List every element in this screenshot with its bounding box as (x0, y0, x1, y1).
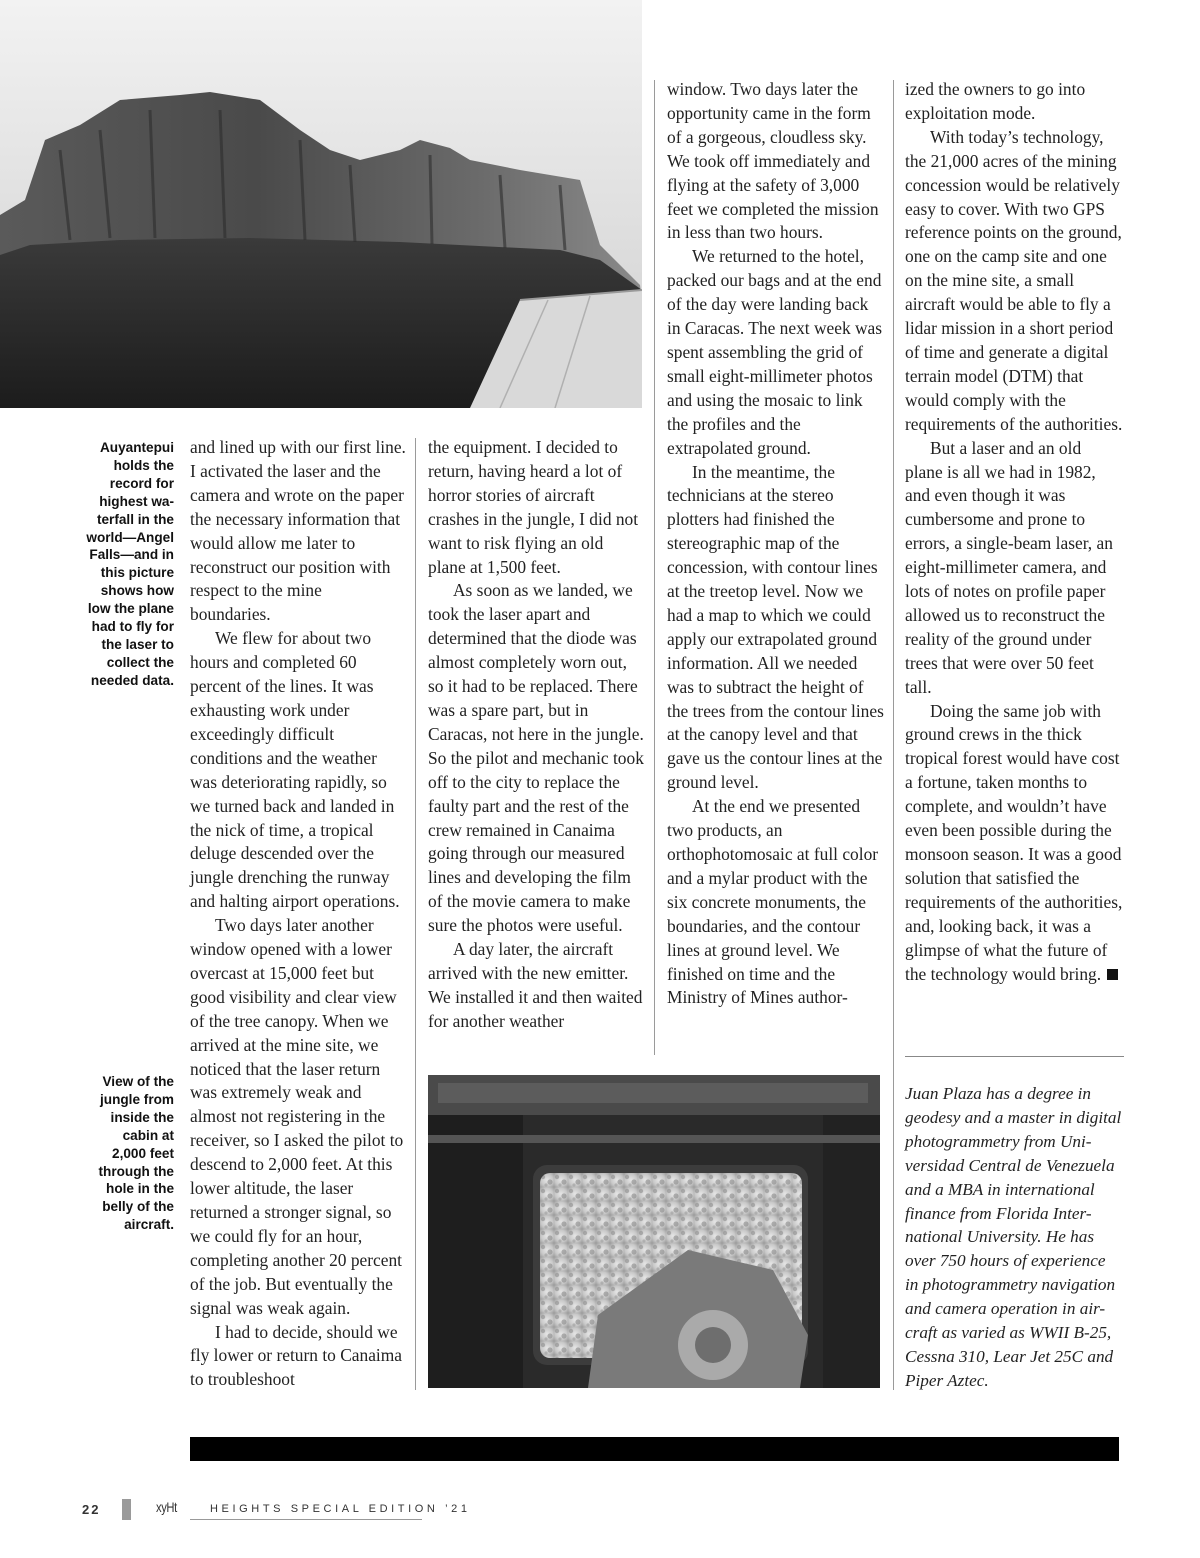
author-bio: Juan Plaza has a degree in geodesy and a master in digital photogrammetry from Uni- versidad Central de Venezuela and a MBA in international finance from Florida Inter- national University. He has over 750 hours of experience in photogrammetry navigation and camera operation in air- craft as varied as WWII B-25, Cessna 310, Lear Jet 25C and Piper Aztec. (905, 1084, 1122, 1390)
col3-paragraph-4: At the end we presented two products, an orthophotomosaic at full color and a mylar product with the six concrete monuments, the boundaries, and the contour lines at ground level. We finished on time and the Ministry of Mines author- (667, 796, 879, 1008)
footer-logo: xyHt (156, 1499, 177, 1515)
photo-jungle-through-hole (428, 1075, 880, 1388)
col3-paragraph-3: In the meantime, the technicians at the stereo plotters had finished the stereographic map of the concession, with contour lines at the treetop level. Now we had a map to which we could apply our extrapolated ground information. All we needed was to subtract the height of the trees from the contour lines at the canopy level and that gave us the contour lines at the ground level. (667, 461, 884, 793)
article-column-4 (905, 78, 1123, 986)
col2-paragraph-2: As soon as we landed, we took the laser apart and determined that the diode was almost completely worn out, so it had to be replaced. There was a spare part, but in Caracas, not here in the jungle. So the pilot and mechanic took off to the city to replace the faulty part and the rest of the crew remained in Canaima going through our measured lines and developing the film of the movie camera to make sure the photos were useful. (428, 580, 644, 936)
article-column-2 (428, 436, 644, 1034)
caption-bottom-photo: View of the jungle from inside the cabin at 2,000 feet through the hole in the belly of the aircraft. (98, 1074, 174, 1233)
col4-paragraph-1: ized the owners to go into exploitation mode. (905, 79, 1086, 123)
col2-paragraph-1: the equipment. I decided to return, having heard a lot of horror stories of aircraft crashes in the jungle, I did not want to risk flying an old plane at 1,500 feet. (428, 437, 639, 577)
column-divider-3 (893, 80, 894, 1390)
article-column-3 (667, 78, 885, 1010)
col1-paragraph-1: and lined up with our first line. I activated the laser and the camera and wrote on the paper the necessary information that would allow me later to reconstruct our position with respect to the mine boundaries. (190, 437, 406, 625)
col1-paragraph-3: Two days later another window opened with a lower overcast at 15,000 feet but good visibility and clear view of the tree canopy. When we arrived at the mine site, we noticed that the laser return was extremely weak and almost not registering in the receiver, so I asked the pilot to descend to 2,000 feet. At this lower altitude, the laser returned a stronger signal, so we could fly for an hour, completing another 20 percent of the job. But eventually the signal was weak again. (190, 915, 404, 1318)
col4-paragraph-4: Doing the same job with ground crews in the thick tropical forest would have cost a fortune, taken months to complete, and wouldn’t have even been possible during the monsoon season. It was a good solution that satisfied the requirements of the authorities, and, looking back, it was a glimpse of what the future of the technology would bring. (905, 700, 1123, 984)
col4-paragraph-3: But a laser and an old plane is all we had in 1982, and even though it was cumbersome and prone to errors, a single-beam laser, an eight-millimeter camera, and lots of notes on profile paper allowed us to reconstruct the reality of the ground under trees that were over 50 feet tall. (905, 437, 1113, 697)
bio-divider (905, 1056, 1124, 1057)
column-divider-2 (654, 80, 655, 1055)
col4-paragraph-2: With today’s technology, the 21,000 acres of the mining concession would be relatively easy to cover. With two GPS reference points on the ground, one on the camp site and one on the mine site, a small aircraft would be able to fly a lidar mission in a short period of time and generate a digital terrain model (DTM) that would comply with the requirements of the authorities. (905, 126, 1123, 434)
col1-paragraph-4: I had to decide, should we fly lower or return to Canaima to troubleshoot (190, 1321, 402, 1390)
footer-rule (190, 1519, 422, 1520)
end-mark-icon (1107, 969, 1118, 980)
photo-auyantepui-graphic (0, 0, 642, 408)
caption-top-photo: Auyantepui holds the record for highest wa- terfall in the world—Angel Falls—and in this picture shows how low the plane had to fly for the laser to collect the needed data. (86, 440, 174, 688)
page-number: 22 (82, 1502, 101, 1517)
col2-paragraph-3: A day later, the aircraft arrived with the new emitter. We installed it and then waited for another weather (428, 939, 643, 1031)
photo-auyantepui (0, 0, 642, 408)
footer-black-bar (190, 1437, 1119, 1461)
col3-paragraph-2: We returned to the hotel, packed our bags and at the end of the day were landing back in Caracas. The next week was spent assembling the grid of small eight-millimeter photos and using the mosaic to link the profiles and the extrapolated ground. (667, 246, 883, 458)
col1-paragraph-2: We flew for about two hours and completed 60 percent of the lines. It was exhausting work under exceedingly difficult conditions and the weather was deteriorating rapidly, so we turned back and landed in the nick of time, a tropical deluge descended over the jungle drenching the runway and halting airport operations. (190, 628, 400, 912)
col3-paragraph-1: window. Two days later the opportunity came in the form of a gorgeous, cloudless sky. We took off immediately and flying at the safety of 3,000 feet we completed the mission in less than two hours. (667, 79, 879, 243)
column-divider-1 (415, 438, 416, 1390)
footer-gray-block (122, 1499, 131, 1520)
footer-edition: HEIGHTS SPECIAL EDITION ’21 (210, 1503, 471, 1515)
article-column-1 (190, 436, 406, 1392)
photo-jungle-graphic (428, 1075, 880, 1388)
